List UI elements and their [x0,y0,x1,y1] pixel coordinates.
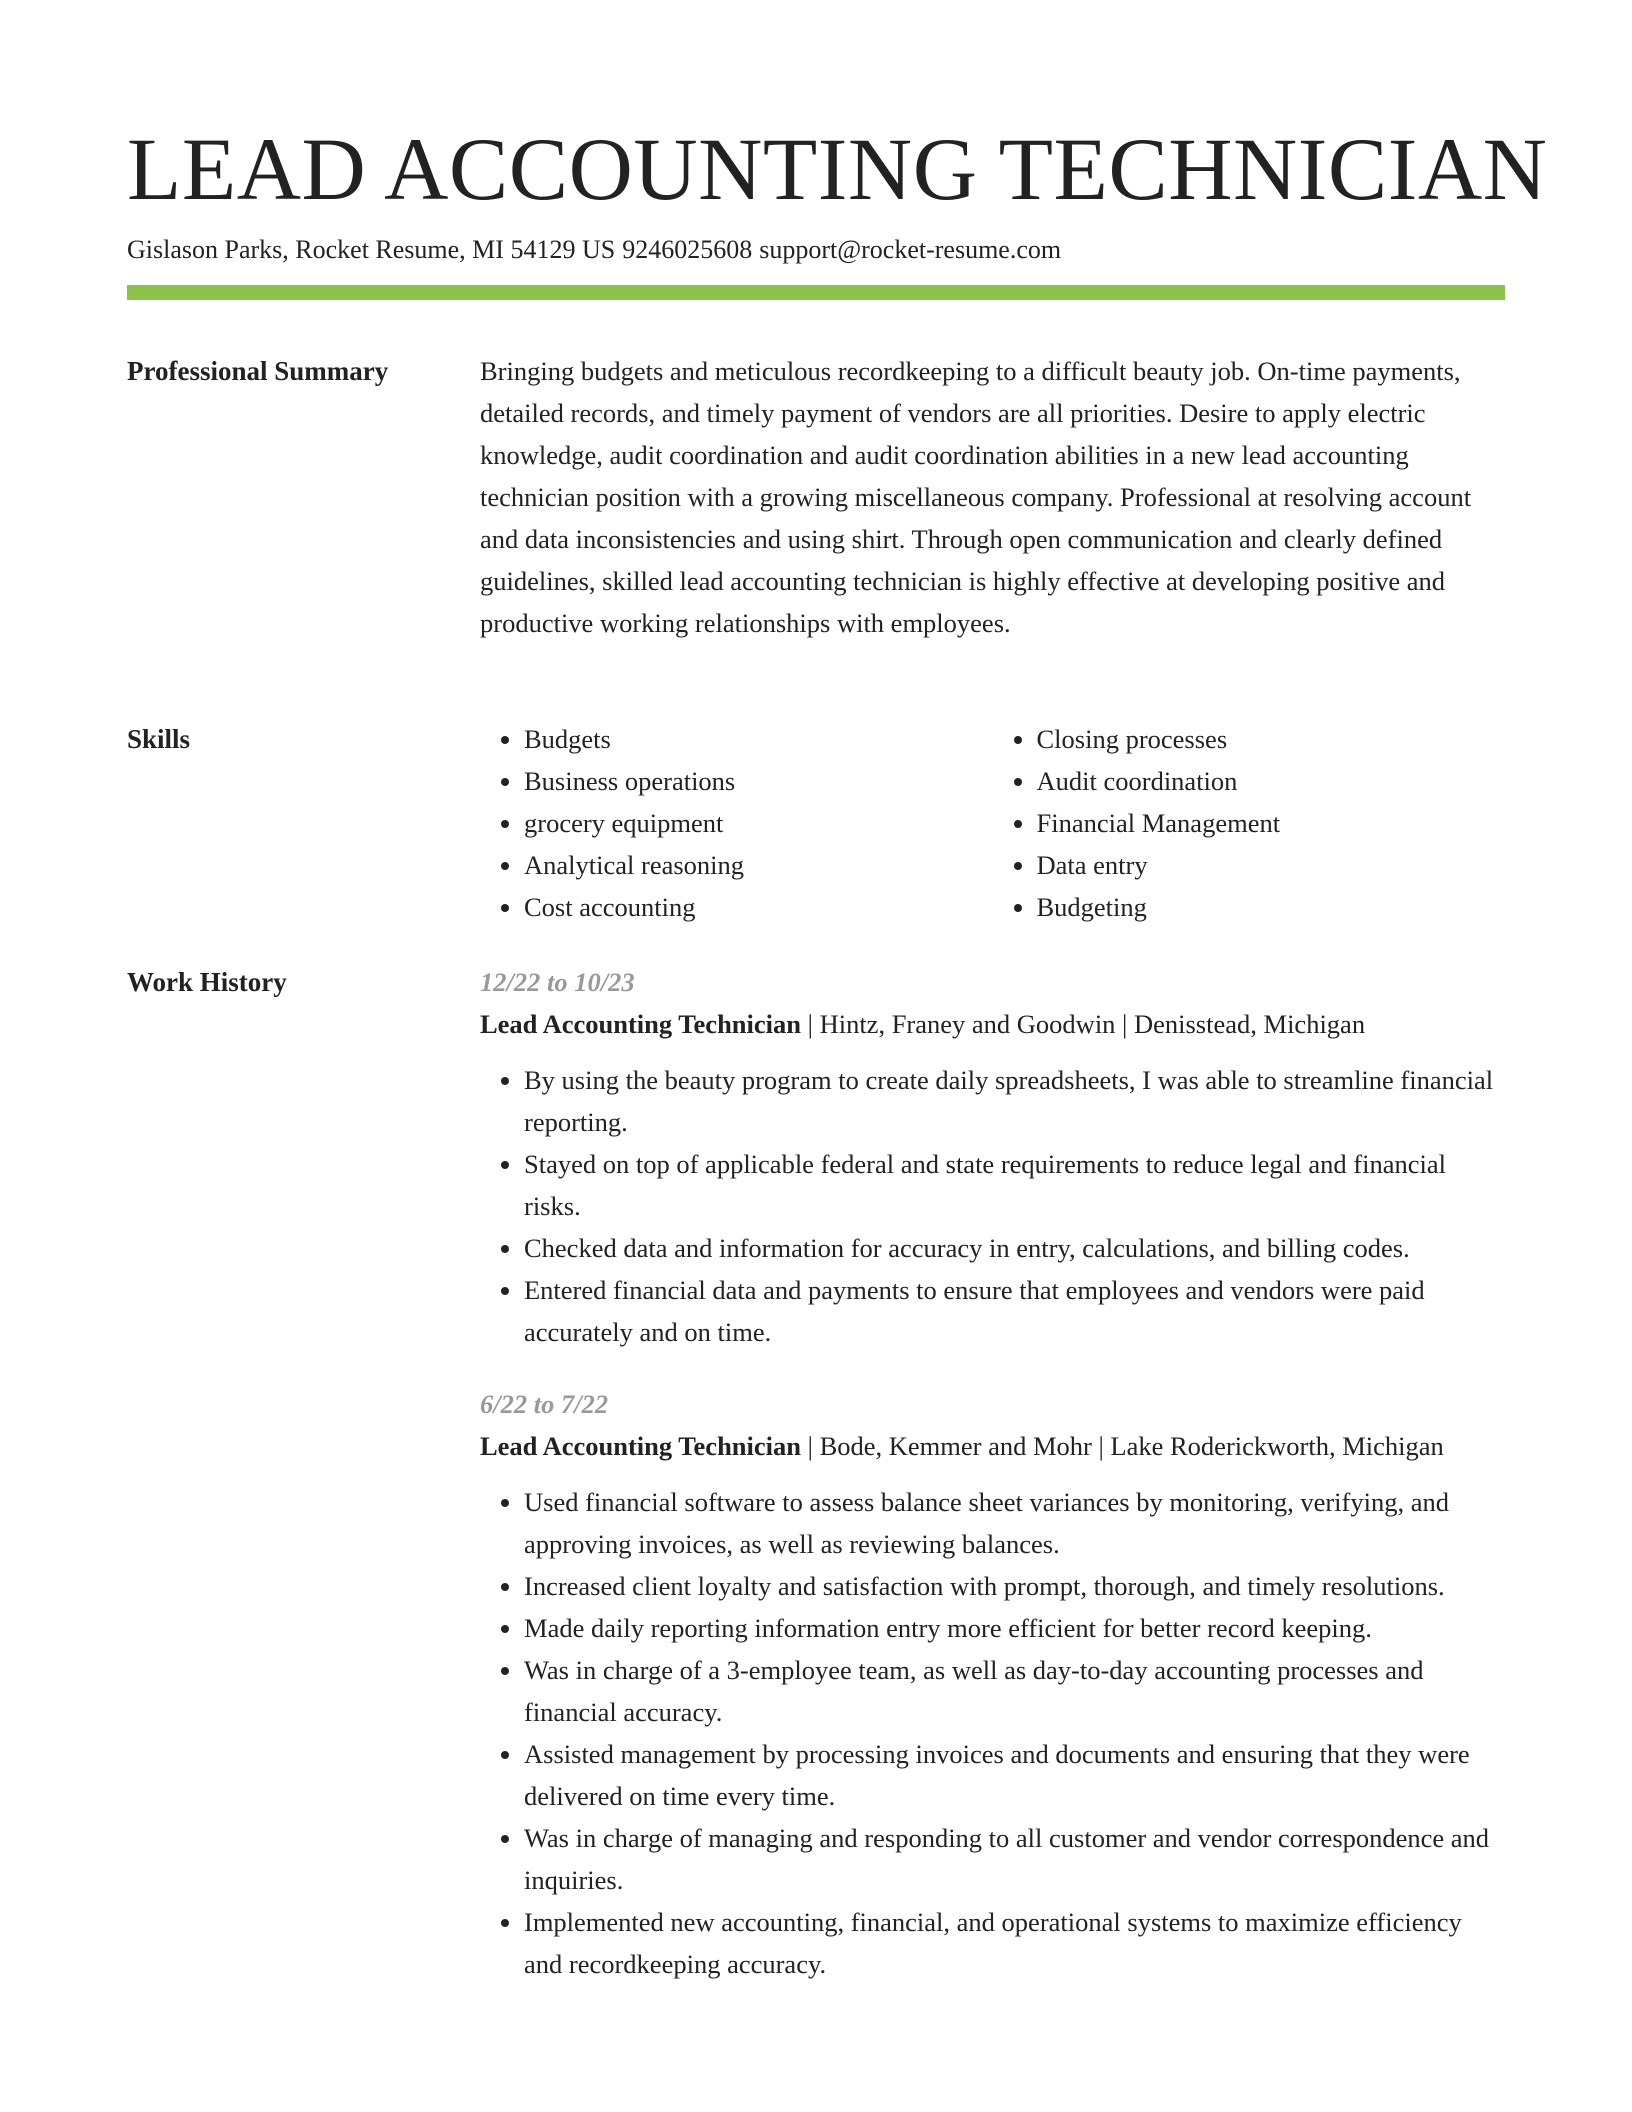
skill-item: • Business operations [524,760,993,802]
skills-list-right [993,718,1506,928]
job-bullet: • Was in charge of a 3-employee team, as well as day-to-day accounting processes and financial accuracy. [524,1649,1505,1733]
job-bullet: • By using the beauty program to create daily spreadsheets, I was able to streamline financial reporting. [524,1059,1505,1143]
contact-address: Gislason Parks, Rocket Resume, MI 54129 US [127,235,616,264]
skill-item: • Budgeting [1037,886,1506,928]
job-entry [480,1383,1505,1985]
job-bullet: • Made daily reporting information entry more efficient for better record keeping. [524,1607,1505,1649]
skill-item: • Cost accounting [524,886,993,928]
job-bullets [480,1481,1505,1985]
resume-header [127,118,1548,268]
work-history-body [480,961,1505,1985]
skill-item: • Analytical reasoning [524,844,993,886]
header-divider [127,285,1505,300]
job-bullet: • Was in charge of managing and responding to all customer and vendor correspondence and inquiries. [524,1817,1505,1901]
job-bullet: • Used financial software to assess balance sheet variances by monitoring, verifying, and approving invoices, as well as reviewing balances. [524,1481,1505,1565]
skill-item: • Closing processes [1037,718,1506,760]
job-bullets [480,1059,1505,1353]
skills-columns [480,718,1505,928]
contact-email: support@rocket-resume.com [759,235,1062,264]
job-bullet: • Checked data and information for accuracy in entry, calculations, and billing codes. [524,1227,1505,1269]
skill-item: • Audit coordination [1037,760,1506,802]
skill-item: • Budgets [524,718,993,760]
job-dates: 6/22 to 7/22 [480,1389,609,1419]
job-bullet: • Entered financial data and payments to ensure that employees and vendors were paid accurately and on time. [524,1269,1505,1353]
work-history-heading: Work History [127,967,287,997]
job-company-location: | Bode, Kemmer and Mohr | Lake Roderickworth, Michigan [801,1431,1444,1461]
job-company-location: | Hintz, Franey and Goodwin | Denisstead, Michigan [801,1009,1366,1039]
job-bullet: • Assisted management by processing invoices and documents and ensuring that they were delivered on time every time. [524,1733,1505,1817]
contact-phone: 9246025608 [622,235,753,264]
job-title-line [480,1425,1505,1467]
skills-heading: Skills [127,724,191,754]
job-entry [480,961,1505,1353]
job-bullet: • Implemented new accounting, financial, and operational systems to maximize efficiency and recordkeeping accuracy. [524,1901,1505,1985]
summary-text: Bringing budgets and meticulous recordkeeping to a difficult beauty job. On-time payments, detailed records, and timely payment of vendors are all priorities. Desire to apply electric knowledge, audit coordination and audit coordination abilities in a new lead accounting technician position with a growing miscellaneous company. Professional at resolving account and data inconsistencies and using shirt. Through open communication and clearly defined guidelines, skilled lead accounting technician is highly effective at developing positive and productive working relationships with employees. [480,356,1472,638]
job-bullet: • Stayed on top of applicable federal and state requirements to reduce legal and financial risks. [524,1143,1505,1227]
job-title-line [480,1003,1505,1045]
skill-item: • grocery equipment [524,802,993,844]
job-dates: 12/22 to 10/23 [480,967,635,997]
skill-item: • Financial Management [1037,802,1506,844]
contact-line [127,232,1505,268]
skills-body [480,718,1505,928]
job-title: Lead Accounting Technician [480,1431,802,1461]
skills-list-left [480,718,993,928]
summary-heading: Professional Summary [127,356,389,386]
skill-item: • Data entry [1037,844,1506,886]
candidate-name: LEAD ACCOUNTING TECHNICIAN [127,121,1548,219]
job-title: Lead Accounting Technician [480,1009,802,1039]
job-bullet: • Increased client loyalty and satisfaction with prompt, thorough, and timely resolutions. [524,1565,1505,1607]
